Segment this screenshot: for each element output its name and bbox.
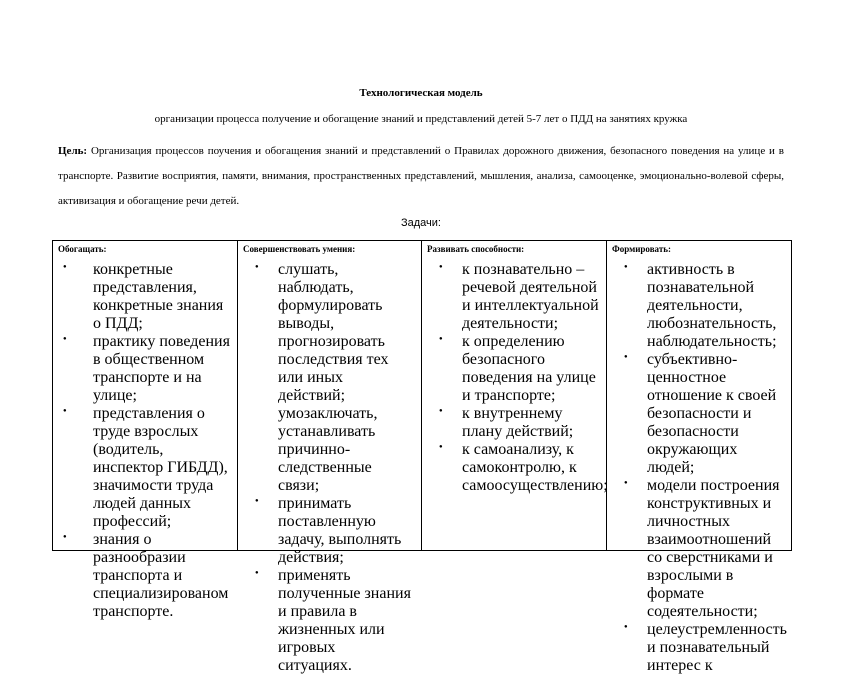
list-item <box>238 261 413 495</box>
list-item <box>607 621 787 675</box>
list-item-text: субъективно-ценностное отношение к своей безопасности и безопасности окружающих людей; <box>647 351 777 476</box>
bullet-icon: ● <box>439 264 443 270</box>
column-header: Развивать способности: <box>427 244 525 254</box>
list-item <box>422 441 608 495</box>
bullet-icon: ● <box>439 336 443 342</box>
bullet-icon: ● <box>63 336 67 342</box>
list-item-text: конкретные представления, конкретные знания о ПДД; <box>93 261 224 332</box>
tasks-column-form <box>607 241 792 674</box>
tasks-table <box>52 240 792 674</box>
bullet-icon: ● <box>63 534 67 540</box>
bullet-icon: ● <box>255 498 259 504</box>
column-items <box>607 256 791 675</box>
bullet-icon: ● <box>624 354 628 360</box>
list-item-text: применять полученные знания и правила в жизненных или игровых ситуациях. <box>278 567 411 674</box>
document-title: Технологическая модель <box>359 87 483 99</box>
tasks-column-enrich <box>53 241 238 620</box>
list-item-text: принимать поставленную задачу, выполнять действия; <box>278 495 402 566</box>
column-items <box>422 256 606 495</box>
tasks-heading: Задачи: <box>401 217 441 229</box>
list-item <box>422 261 602 333</box>
tasks-column-develop-abilities <box>422 241 607 551</box>
column-header: Совершенствовать умения: <box>243 244 356 254</box>
bullet-icon: ● <box>624 264 628 270</box>
list-item-text: к определению безопасного поведения на улице и транспорте; <box>462 333 596 404</box>
list-item <box>607 261 787 351</box>
goal-label: Цель: <box>58 145 88 157</box>
bullet-icon: ● <box>63 264 67 270</box>
goal-paragraph <box>58 139 784 214</box>
list-item-text: к внутреннему плану действий; <box>462 405 574 440</box>
bullet-icon: ● <box>624 480 628 486</box>
list-item-text: практику поведения в общественном транспорте и на улице; <box>93 333 230 404</box>
list-item <box>53 333 233 405</box>
list-item <box>238 495 413 567</box>
bullet-icon: ● <box>63 408 67 414</box>
list-item <box>53 531 233 621</box>
column-items <box>53 256 237 621</box>
list-item-text: слушать, наблюдать, формулировать выводы, прогнозировать последствия тех или иных действий; умозаключать, устанавливать причинно-следственные связи; <box>278 261 389 494</box>
list-item <box>422 333 602 405</box>
bullet-icon: ● <box>624 624 628 630</box>
list-item <box>422 405 602 441</box>
list-item-text: представления о труде взрослых (водитель, инспектор ГИБДД), значимости труда людей данных профессий; <box>93 405 228 530</box>
list-item <box>607 351 787 477</box>
list-item-text: целеустремленность и познавательный интерес к <box>647 621 787 674</box>
bullet-icon: ● <box>439 444 443 450</box>
list-item <box>53 405 233 531</box>
bullet-icon: ● <box>439 408 443 414</box>
column-header: Формировать: <box>612 244 672 254</box>
list-item <box>53 261 233 333</box>
tasks-column-improve-skills <box>238 241 422 674</box>
bullet-icon: ● <box>255 264 259 270</box>
list-item <box>607 477 787 621</box>
bullet-icon: ● <box>255 570 259 576</box>
list-item-text: модели построения конструктивных и личностных взаимоотношений со сверстниками и взрослыми в формате содеятельности; <box>647 477 780 620</box>
list-item-text: знания о разнообразии транспорта и специализированом транспорте. <box>93 531 229 620</box>
list-item-text: к самоанализу, к самоконтролю, к самоосуществлению; <box>462 441 608 494</box>
list-item <box>238 567 413 675</box>
list-item-text: активность в познавательной деятельности, любознательность, наблюдательность; <box>647 261 777 350</box>
tasks-table-row <box>53 241 792 551</box>
column-header: Обогащать: <box>58 244 107 254</box>
document-subtitle: организации процесса получение и обогащение знаний и представлений детей 5-7 лет о ПДД на занятиях кружка <box>154 113 688 125</box>
column-items <box>238 256 421 675</box>
list-item-text: к познавательно – речевой деятельной и интеллектуальной деятельности; <box>462 261 599 332</box>
goal-text: Организация процессов поучения и обогащения знаний и представлений о Правилах дорожного движения, безопасного поведения на улице и в транспорте. Развитие восприятия, памяти, внимания, пространственных представлений, мышления, анализа, самооценке, эмоционально-волевой сферы, активизация и обогащение речи детей. <box>58 145 784 207</box>
